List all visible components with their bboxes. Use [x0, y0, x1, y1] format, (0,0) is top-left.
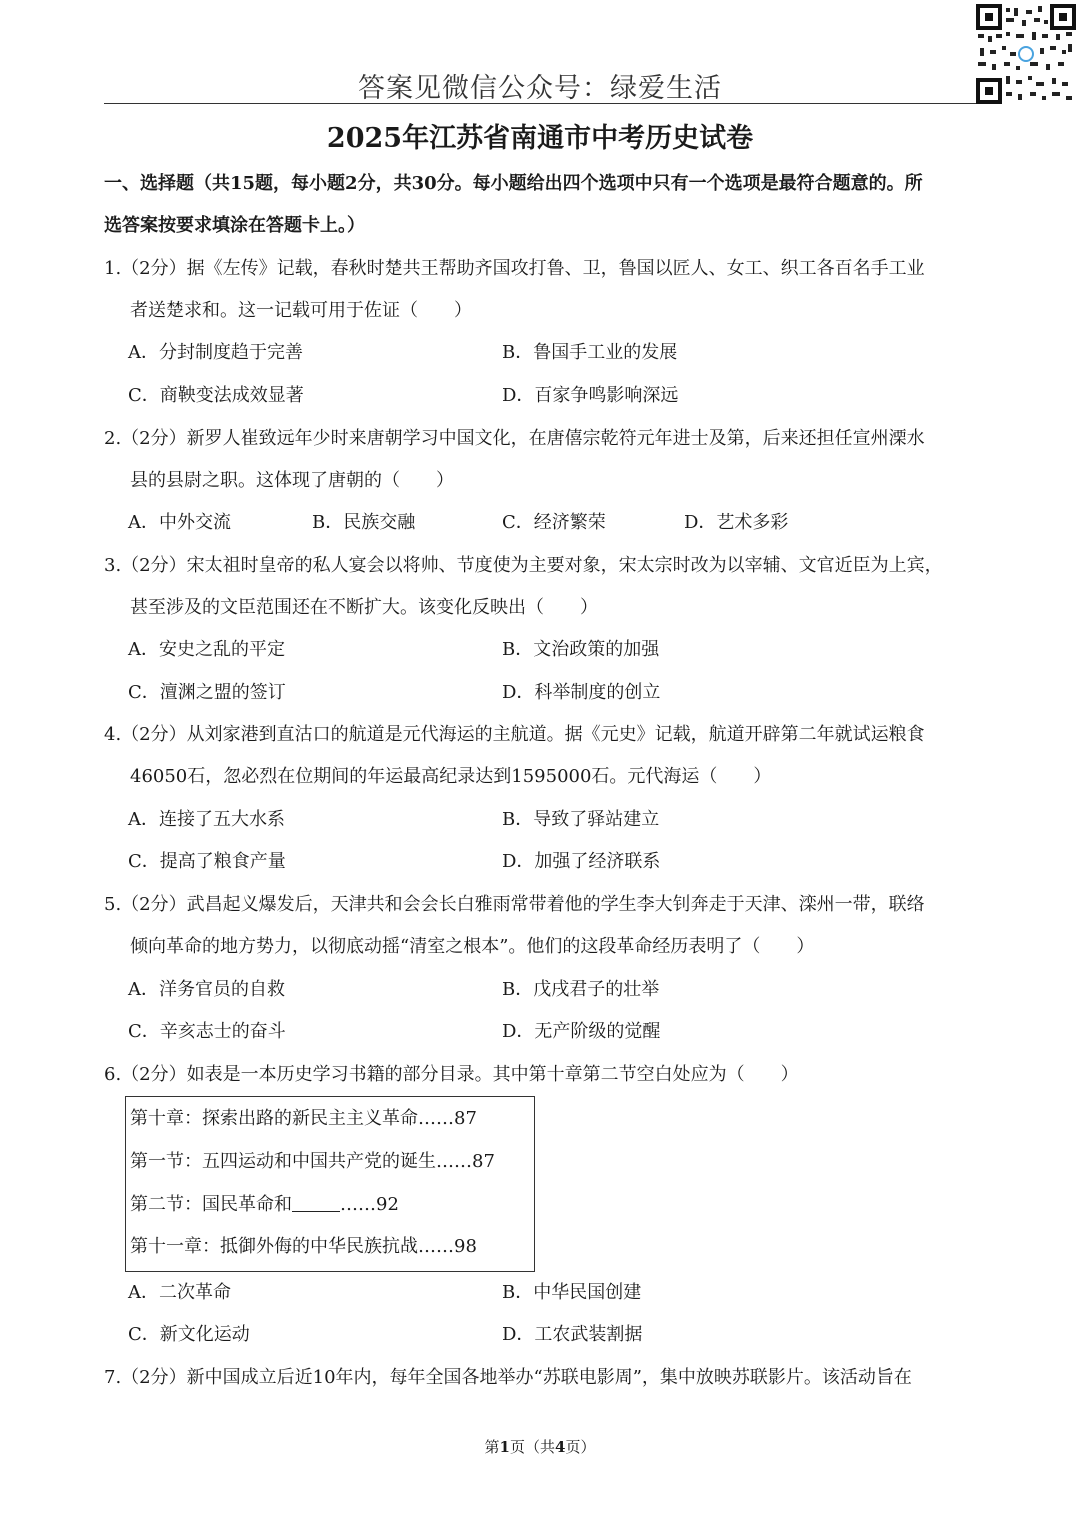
qr-code	[976, 4, 1076, 104]
question-6	[104, 1054, 980, 1096]
option-d: D．艺术多彩	[684, 512, 789, 533]
option-b: B．民族交融	[312, 512, 416, 533]
option-b: B．中华民国创建	[502, 1282, 642, 1303]
toc-row: 第十一章：抵御外侮的中华民族抗战……98	[130, 1236, 477, 1257]
option-c: C．商鞅变法成效显著	[128, 385, 304, 406]
toc-row: 第十章：探索出路的新民主主义革命……87	[130, 1108, 477, 1129]
toc-row: 第一节：五四运动和中国共产党的诞生……87	[130, 1151, 495, 1172]
option-a: A．二次革命	[128, 1282, 231, 1303]
option-a: A．中外交流	[128, 512, 231, 533]
header-divider	[104, 103, 976, 104]
question-text: 5.（2分）武昌起义爆发后，天津共和会会长白雅雨常带着他的学生李大钊奔走于天津、滦州一带，联络	[104, 894, 925, 915]
option-a: A．分封制度趋于完善	[128, 342, 303, 363]
question-1	[104, 248, 980, 332]
question-text: 7.（2分）新中国成立后近10年内，每年全国各地举办“苏联电影周”，集中放映苏联影片。该活动旨在	[104, 1367, 912, 1388]
question-4	[104, 714, 980, 798]
question-text: 倾向革命的地方势力，以彻底动摇“清室之根本”。他们的这段革命经历表明了（ ）	[130, 936, 815, 957]
question-5	[104, 884, 980, 968]
option-a: A．安史之乱的平定	[128, 639, 285, 660]
toc-row-prefix: 第二节：国民革命和	[130, 1194, 292, 1215]
question-text: 6.（2分）如表是一本历史学习书籍的部分目录。其中第十章第二节空白处应为（ ）	[104, 1064, 799, 1085]
table-of-contents	[125, 1096, 535, 1272]
option-d: D．工农武装割据	[502, 1324, 643, 1345]
question-text: 1.（2分）据《左传》记载，春秋时楚共王帮助齐国攻打鲁、卫，鲁国以匠人、女工、织工各百名手工业	[104, 258, 925, 279]
option-c: C．辛亥志士的奋斗	[128, 1021, 286, 1042]
question-3	[104, 545, 980, 629]
question-text: 甚至涉及的文臣范围还在不断扩大。该变化反映出（ ）	[130, 597, 598, 618]
question-2	[104, 418, 980, 502]
option-b: B．鲁国手工业的发展	[502, 342, 678, 363]
question-text: 县的县尉之职。这体现了唐朝的（ ）	[130, 470, 454, 491]
question-text: 者送楚求和。这一记载可用于佐证（ ）	[130, 300, 472, 321]
option-b: B．戊戌君子的壮举	[502, 979, 660, 1000]
footer-suffix: 页）	[565, 1438, 596, 1456]
page-number: 1	[499, 1438, 510, 1456]
option-c: C．提高了粮食产量	[128, 851, 286, 872]
option-a: A．洋务官员的自救	[128, 979, 285, 1000]
option-c: C．新文化运动	[128, 1324, 250, 1345]
page-title: 2025年江苏省南通市中考历史试卷	[326, 123, 754, 154]
option-a: A．连接了五大水系	[128, 809, 285, 830]
question-text: 4.（2分）从刘家港到直沽口的航道是元代海运的主航道。据《元史》记载，航道开辟第二年就试运粮食	[104, 724, 925, 745]
option-b: B．文治政策的加强	[502, 639, 660, 660]
option-c: C．经济繁荣	[502, 512, 606, 533]
question-text: 3.（2分）宋太祖时皇帝的私人宴会以将帅、节度使为主要对象，宋太宗时改为以宰辅、文官近臣为上宾，	[104, 555, 943, 576]
toc-row-suffix: ……92	[340, 1194, 399, 1215]
section-heading	[104, 163, 980, 247]
footer-middle: 页（共	[509, 1438, 555, 1456]
footer-prefix: 第	[484, 1438, 500, 1456]
option-d: D．加强了经济联系	[502, 851, 661, 872]
fill-blank	[292, 1193, 340, 1212]
option-b: B．导致了驿站建立	[502, 809, 660, 830]
question-text: 46050石，忽必烈在位期间的年运最高纪录达到1595000石。元代海运（ ）	[130, 766, 772, 787]
toc-row	[130, 1191, 399, 1219]
option-d: D．无产阶级的觉醒	[502, 1021, 661, 1042]
question-text: 2.（2分）新罗人崔致远年少时来唐朝学习中国文化，在唐僖宗乾符元年进士及第，后来还担任宣州溧水	[104, 428, 925, 449]
question-7	[104, 1357, 980, 1399]
section-heading-line: 选答案按要求填涂在答题卡上。）	[104, 215, 365, 236]
promo-banner: 答案见微信公众号：绿爱生活	[358, 73, 722, 104]
option-d: D．科举制度的创立	[502, 682, 661, 703]
option-d: D．百家争鸣影响深远	[502, 385, 679, 406]
total-pages: 4	[555, 1438, 566, 1456]
page-footer	[0, 1436, 1080, 1457]
section-heading-line: 一、选择题（共15题，每小题2分，共30分。每小题给出四个选项中只有一个选项是最符合题意的。所	[104, 173, 923, 194]
option-c: C．澶渊之盟的签订	[128, 682, 286, 703]
